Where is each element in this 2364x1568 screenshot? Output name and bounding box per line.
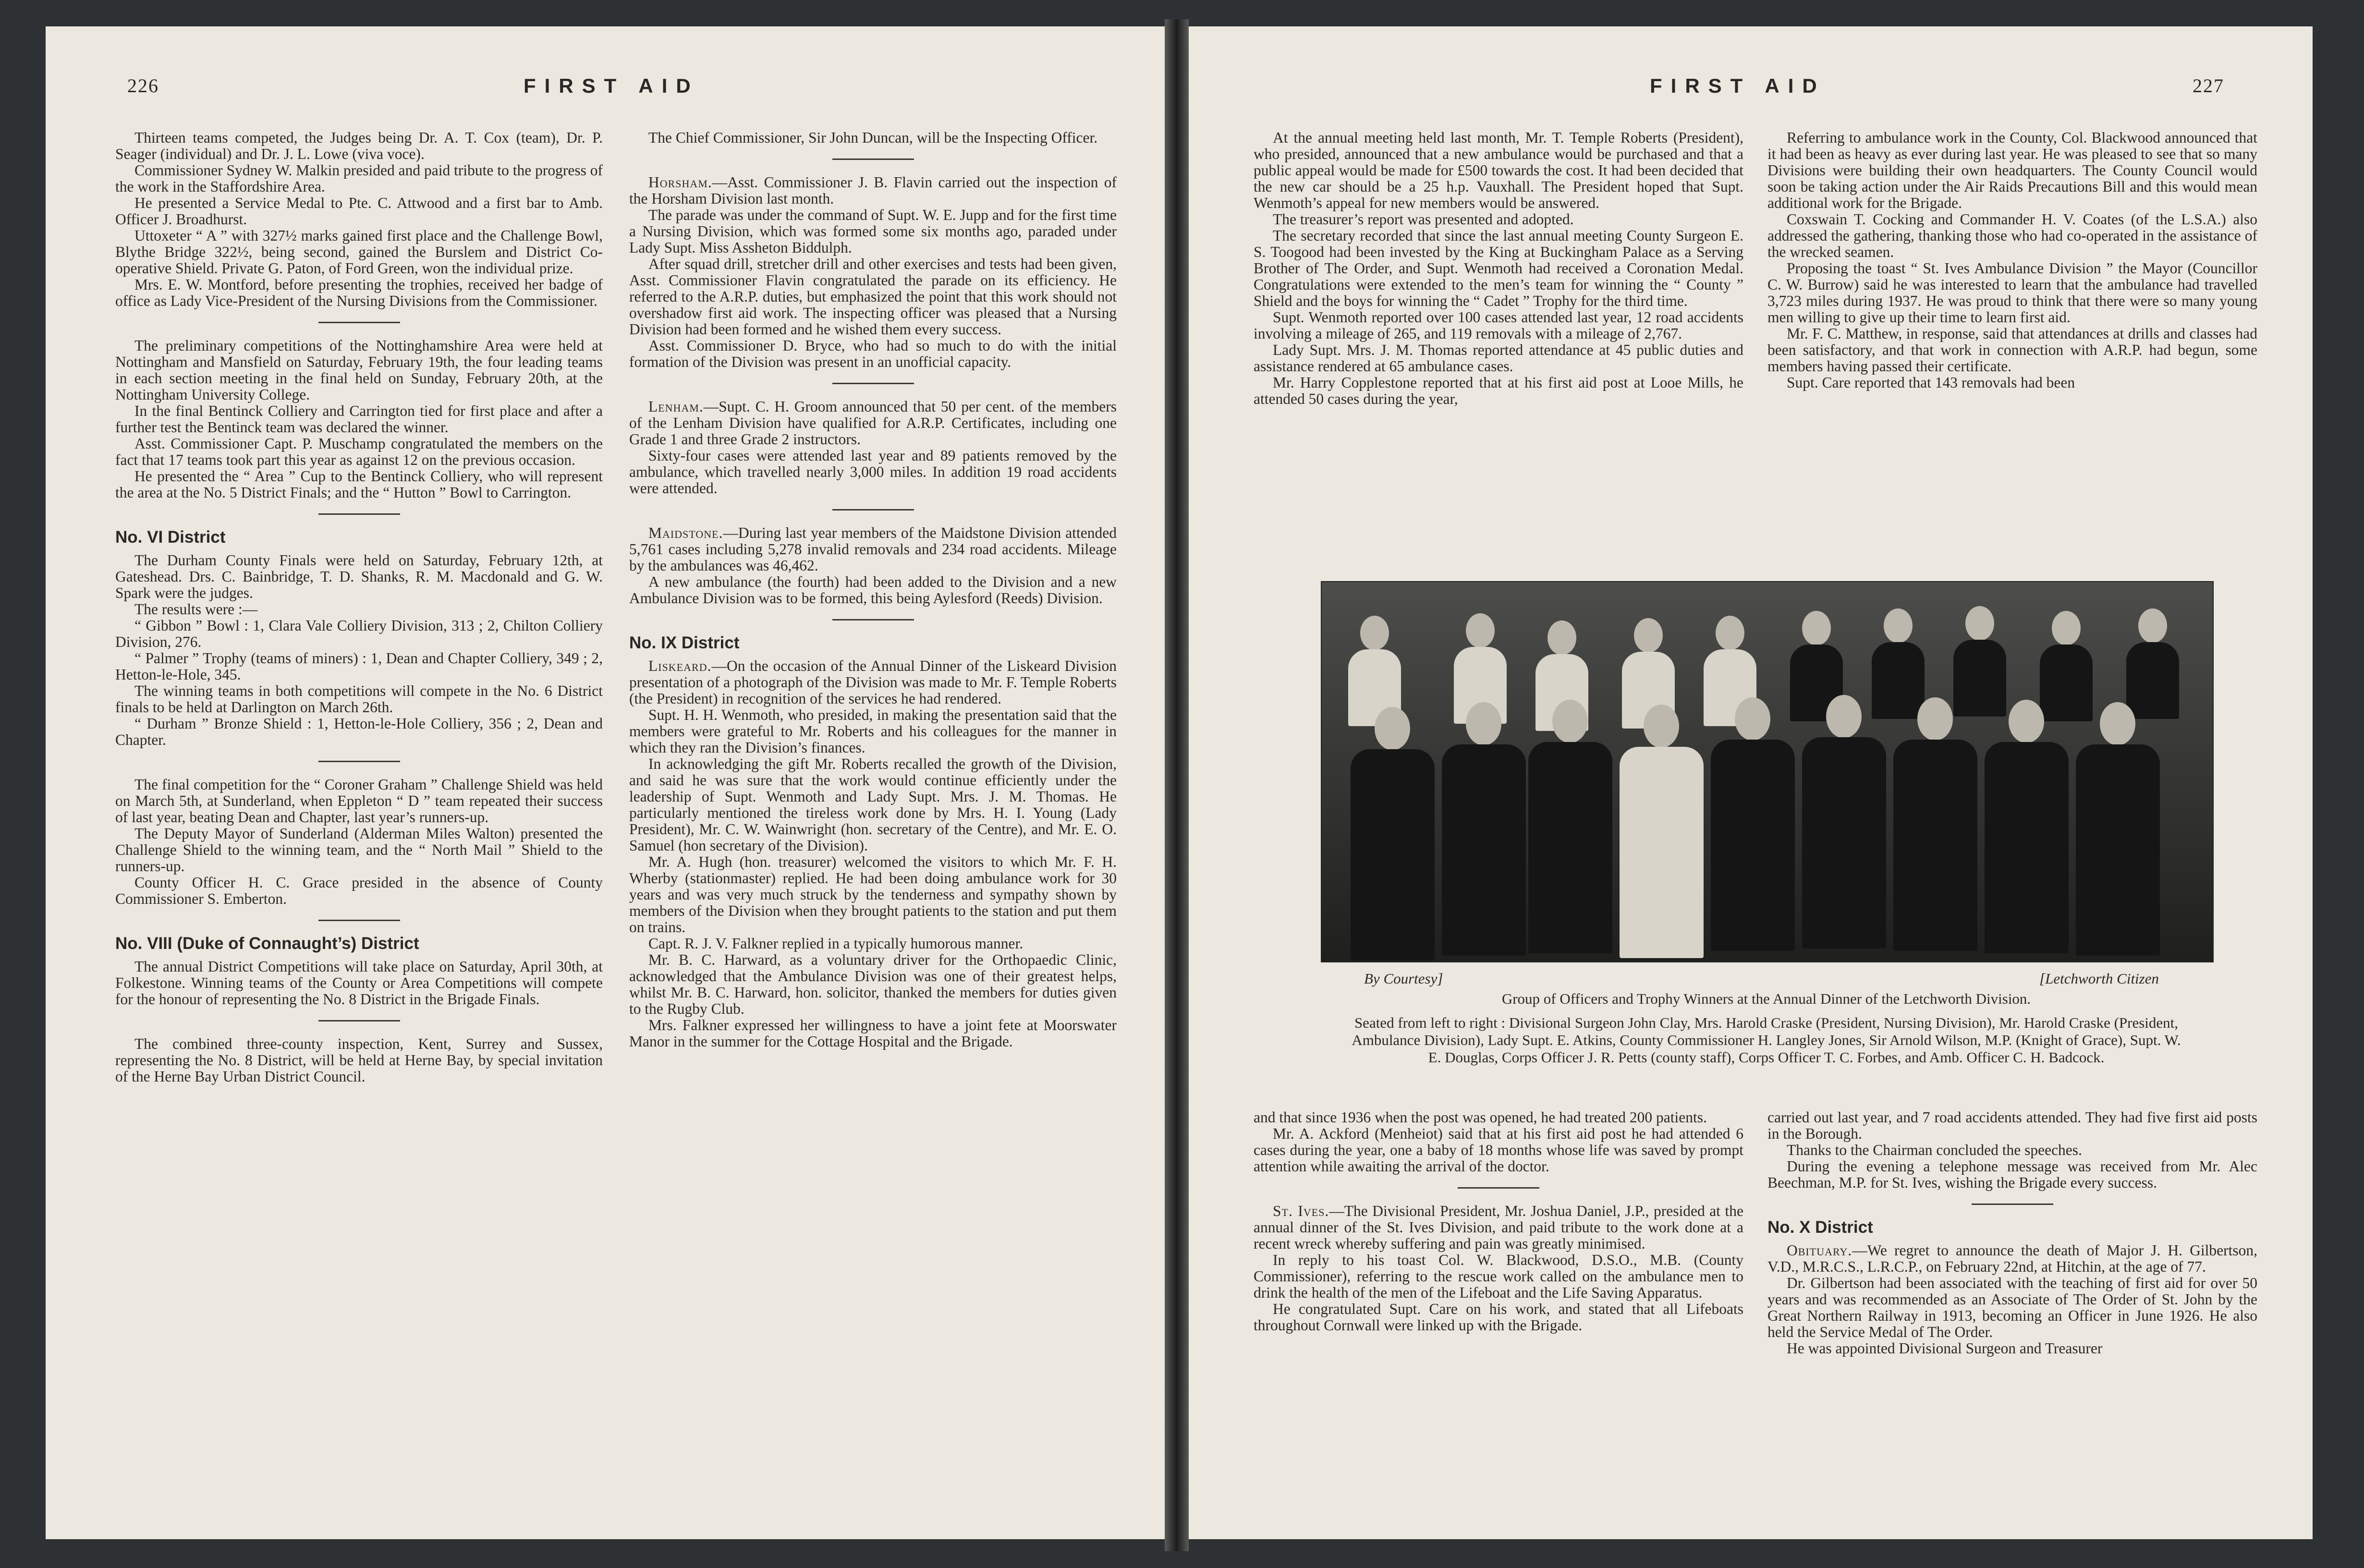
credit-right: [Letchworth Citizen: [2039, 970, 2159, 987]
paragraph: The Chief Commissioner, Sir John Duncan, will be the Inspecting Officer.: [648, 129, 1098, 146]
section-heading: No. IX District: [629, 633, 740, 652]
section-rule: [318, 1020, 400, 1021]
running-head: FIRST AID: [524, 74, 699, 97]
paragraph-text: —Supt. C. H. Groom announced that 50 per cent. of the members of the Lenham Division have qualified for A.R.P. Certificates, including one Grade 1 and three Grade 2 instructors.: [629, 398, 1117, 448]
paragraph: Supt. Care reported that 143 removals had been: [1787, 374, 2075, 391]
section-heading: No. VI District: [115, 528, 226, 547]
paragraph: carried out last year, and 7 road accidents attended. They had five first aid posts in the Borough.: [1767, 1109, 2257, 1142]
page-number: 226: [127, 75, 159, 97]
paragraph: “ Palmer ” Trophy (teams of miners) : 1, Dean and Chapter Colliery, 349 ; 2, Hetton-le-Hole, 345.: [115, 650, 603, 683]
paragraph: During the evening a telephone message was received from Mr. Alec Beechman, M.P. for St. Ives, wishing the Brigade every success.: [1767, 1158, 2257, 1191]
paragraph: Supt. Wenmoth reported over 100 cases attended last year, 12 road accidents involving a mileage of 265, and 119 removals with a mileage of 2,767.: [1254, 309, 1743, 342]
paragraph: [629, 525, 1117, 574]
paragraph: Mr. Harry Copplestone reported that at his first aid post at Looe Mills, he attended 50 cases during the year,: [1254, 374, 1743, 407]
paragraph: County Officer H. C. Grace presided in the absence of County Commissioner S. Emberton.: [115, 874, 603, 907]
place-lead: Lenham.: [648, 398, 704, 415]
section-rule: [832, 158, 914, 160]
paragraph: Thirteen teams competed, the Judges being Dr. A. T. Cox (team), Dr. P. Seager (individual) and Dr. J. L. Lowe (viva voce).: [115, 129, 603, 162]
section-rule: [1972, 1203, 2053, 1205]
paragraph: Supt. H. H. Wenmoth, who presided, in making the presentation said that the members were grateful to Mr. Roberts and his colleagues for the manner in which they ran the Division’s finances.: [629, 706, 1117, 756]
paragraph-text: —On the occasion of the Annual Dinner of the Liskeard Division presentation of a photograph of the Division was made to Mr. F. Temple Roberts (the President) in recognition of the services he had rendered.: [629, 657, 1117, 707]
paragraph: He presented the “ Area ” Cup to the Bentinck Colliery, who will represent the area at the No. 5 District Finals; and the “ Hutton ” Bowl to Carrington.: [115, 468, 603, 501]
section-heading: No. X District: [1767, 1218, 1873, 1237]
paragraph-text: —We regret to announce the death of Major J. H. Gilbertson, V.D., M.R.C.S., L.R.C.P., on February 22nd, at Hitchin, at the age of 77.: [1767, 1242, 2257, 1275]
paragraph: Referring to ambulance work in the County, Col. Blackwood announced that it had been as heavy as ever during last year. He was pleased to see that so many Divisions were building their own headquarters. The County Council would soon be taking action under the Air Raids Precautions Bill and this would mean additional work for the Brigade.: [1767, 129, 2257, 211]
right-column-1-top: [1254, 130, 1743, 407]
book-gutter: [1165, 19, 1189, 1551]
page-number: 227: [2193, 75, 2224, 97]
paragraph: Asst. Commissioner Capt. P. Muschamp congratulated the members on the fact that 17 teams took part this year as against 12 on the previous occasion.: [115, 435, 603, 468]
paragraph: At the annual meeting held last month, Mr. T. Temple Roberts (President), who presided, announced that a new ambulance would be purchased and that a public appeal would be made for £500 towards the cost. It had been decided that the new car should be a 25 h.p. Vauxhall. The President hoped that Supt. Wenmoth’s appeal for new members would be answered.: [1254, 129, 1743, 211]
right-column-2-bottom: [1767, 1109, 2257, 1357]
place-lead: Obituary.: [1787, 1242, 1852, 1259]
paragraph: After squad drill, stretcher drill and other exercises and tests had been given, Asst. Commissioner Flavin congratulated the parade on its efficiency. He referred to the A.R.P. duties, but emphasized the point that this work should not overshadow first aid work. The inspecting officer was pleased that a Nursing Division had been formed and he wished them every success.: [629, 255, 1117, 338]
paragraph-text: —Asst. Commissioner J. B. Flavin carried out the inspection of the Horsham Division last month.: [629, 174, 1117, 207]
paragraph: The preliminary competitions of the Nottinghamshire Area were held at Nottingham and Mansfield on Saturday, February 19th, the four leading teams in each section meeting in the final held on Sunday, February 20th, at the Nottingham University College.: [115, 337, 603, 403]
paragraph: and that since 1936 when the post was opened, he had treated 200 patients.: [1254, 1109, 1707, 1126]
paragraph-text: —The Divisional President, Mr. Joshua Daniel, J.P., presided at the annual dinner of the St. Ives Division, and paid tribute to the work done at a recent wreck whereby suffering and pain was greatly minimised.: [1254, 1203, 1743, 1252]
paragraph: Mr. B. C. Harward, as a voluntary driver for the Orthopaedic Clinic, acknowledged that the Ambulance Division was one of their greatest helps, whilst Mr. B. C. Harward, hon. solicitor, thanked the members for duties given to the Rugby Club.: [629, 951, 1117, 1017]
paragraph: The results were :—: [134, 601, 258, 618]
section-rule: [832, 509, 914, 511]
photo-caption: [1321, 970, 2212, 1066]
section-rule: [832, 383, 914, 384]
paragraph: The parade was under the command of Supt. W. E. Jupp and for the first time a Nursing Division, which was formed some six months ago, paraded under Lady Supt. Miss Assheton Biddulph.: [629, 207, 1117, 256]
paragraph: The Deputy Mayor of Sunderland (Alderman Miles Walton) presented the Challenge Shield to the winning team, and the “ North Mail ” Shield to the runners-up.: [115, 825, 603, 875]
paragraph: [629, 658, 1117, 707]
paragraph-text: —During last year members of the Maidstone Division attended 5,761 cases including 5,278 invalid removals and 234 road accidents. Mileage by the ambulances was 46,462.: [629, 524, 1117, 574]
section-rule: [318, 761, 400, 762]
paragraph: In reply to his toast Col. W. Blackwood, D.S.O., M.B. (County Commissioner), referring to the rescue work called on the ambulance men to drink the health of the men of the Lifeboat and the Life Saving Apparatus.: [1254, 1252, 1743, 1301]
photo-credit: [1321, 970, 2212, 987]
paragraph: The Durham County Finals were held on Saturday, February 12th, at Gateshead. Drs. C. Bainbridge, T. D. Shanks, R. M. Macdonald and G. W. Spark were the judges.: [115, 552, 603, 601]
paragraph: “ Gibbon ” Bowl : 1, Clara Vale Colliery Division, 313 ; 2, Chilton Colliery Division, 276.: [115, 617, 603, 650]
paragraph: Mr. F. C. Matthew, in response, said that attendances at drills and classes had been satisfactory, and that work in connection with A.R.P. had begun, some members having passed their certificate.: [1767, 325, 2257, 375]
section-rule: [832, 619, 914, 620]
paragraph: Uttoxeter “ A ” with 327½ marks gained first place and the Challenge Bowl, Blythe Bridge 322½, being second, gained the Burslem and District Co-operative Shield. Private G. Paton, of Ford Green, won the individual prize.: [115, 227, 603, 277]
left-page: [46, 26, 1165, 1539]
left-column-2: [629, 130, 1117, 1050]
paragraph: Mr. A. Hugh (hon. treasurer) welcomed the visitors to which Mr. F. H. Wherby (stationmaster) replied. He had been doing ambulance work for 30 years and was very much struck by the tenderness and sympathy shown by members of the Division when they brought patients to the station and put them on trains.: [629, 853, 1117, 936]
paragraph: Proposing the toast “ St. Ives Ambulance Division ” the Mayor (Councillor C. W. Burrow) said he was interested to learn that the ambulance had travelled 3,723 miles during 1937. He was proud to think that there were so many young men willing to give up their time to learn first aid.: [1767, 260, 2257, 326]
right-column-2-top: [1767, 130, 2257, 391]
paragraph: Thanks to the Chairman concluded the speeches.: [1787, 1142, 2082, 1158]
paragraph: Mrs. E. W. Montford, before presenting the trophies, received her badge of office as Lady Vice-President of the Nursing Divisions from the Commissioner.: [115, 276, 603, 309]
paragraph: The treasurer’s report was presented and adopted.: [1273, 211, 1574, 228]
caption-title: Group of Officers and Trophy Winners at the Annual Dinner of the Letchworth Division.: [1501, 990, 2031, 1007]
paragraph: Dr. Gilbertson had been associated with the teaching of first aid for over 50 years and was recommended as an Associate of The Order of St. John by the Great Northern Railway in 1913, becoming an Officer in June 1926. He also held the Service Medal of The Order.: [1767, 1275, 2257, 1340]
paragraph: Mrs. Falkner expressed her willingness to have a joint fete at Moorswater Manor in the summer for the Cottage Hospital and the Brigade.: [629, 1017, 1117, 1050]
section-rule: [1458, 1187, 1539, 1189]
paragraph: He was appointed Divisional Surgeon and Treasurer: [1787, 1340, 2103, 1357]
paragraph: [629, 174, 1117, 207]
paragraph: Sixty-four cases were attended last year and 89 patients removed by the ambulance, which travelled nearly 3,000 miles. In addition 19 road accidents were attended.: [629, 447, 1117, 497]
paragraph: [1767, 1242, 2257, 1275]
paragraph: Capt. R. J. V. Falkner replied in a typically humorous manner.: [648, 935, 1024, 952]
place-lead: St. Ives.: [1273, 1203, 1329, 1219]
section-rule: [318, 322, 400, 323]
paragraph: The annual District Competitions will take place on Saturday, April 30th, at Folkestone. Winning teams of the County or Area Competitions will compete for the honour of representing the No. 8 District in the Brigade Finals.: [115, 958, 603, 1008]
paragraph: “ Durham ” Bronze Shield : 1, Hetton-le-Hole Colliery, 356 ; 2, Dean and Chapter.: [115, 715, 603, 748]
left-column-1: [115, 130, 603, 1085]
right-page: [1189, 26, 2313, 1539]
place-lead: Maidstone.: [648, 524, 723, 541]
paragraph: [1254, 1203, 1743, 1252]
paragraph: Mr. A. Ackford (Menheiot) said that at his first aid post he had attended 6 cases during the year, one a baby of 18 months whose life was saved by prompt attention while awaiting the arrival of the doctor.: [1254, 1125, 1743, 1175]
section-heading: No. VIII (Duke of Connaught’s) District: [115, 934, 419, 953]
paragraph: Commissioner Sydney W. Malkin presided and paid tribute to the progress of the work in the Staffordshire Area.: [115, 162, 603, 195]
paragraph: He congratulated Supt. Care on his work, and stated that all Lifeboats throughout Cornwall were linked up with the Brigade.: [1254, 1301, 1743, 1334]
place-lead: Horsham.: [648, 174, 712, 191]
paragraph: [629, 399, 1117, 448]
section-rule: [318, 513, 400, 515]
place-lead: Liskeard.: [648, 657, 712, 674]
group-photograph: [1321, 581, 2214, 962]
paragraph: In acknowledging the gift Mr. Roberts recalled the growth of the Division, and said he was sure that the work would continue efficiently under the leadership of Supt. Wenmoth and Lady Supt. Mrs. J. M. Thomas. He particularly mentioned the tireless work done by Mrs. H. I. Young (Lady President), Mr. C. W. Wainwright (hon. secretary of the Centre), and Mr. E. O. Samuel (hon secretary of the Division).: [629, 755, 1117, 854]
paragraph: Coxswain T. Cocking and Commander H. V. Coates (of the L.S.A.) also addressed the gathering, thanking those who had co-operated in the assistance of the wrecked seamen.: [1767, 211, 2257, 260]
credit-left: By Courtesy]: [1364, 970, 1443, 987]
paragraph: He presented a Service Medal to Pte. C. Attwood and a first bar to Amb. Officer J. Broadhurst.: [115, 194, 603, 228]
paragraph: Lady Supt. Mrs. J. M. Thomas reported attendance at 45 public duties and assistance rendered at 65 ambulance cases.: [1254, 341, 1743, 375]
paragraph: The secretary recorded that since the last annual meeting County Surgeon E. S. Toogood had been invested by the King at Buckingham Palace as a Serving Brother of The Order, and Supt. Wenmoth had received a Coronation Medal. Congratulations were extended to the men’s team for winning the “ County ” Shield and the boys for winning the “ Cadet ” Trophy for the third time.: [1254, 227, 1743, 309]
paragraph: Asst. Commissioner D. Bryce, who had so much to do with the initial formation of the Division was present in an unofficial capacity.: [629, 337, 1117, 370]
paragraph: The winning teams in both competitions will compete in the No. 6 District finals to be held at Darlington on March 26th.: [115, 682, 603, 716]
paragraph: The final competition for the “ Coroner Graham ” Challenge Shield was held on March 5th, at Sunderland, when Eppleton “ D ” team repeated their success of last year, beating Dean and Chapter, last year’s runners-up.: [115, 776, 603, 826]
right-column-1-bottom: [1254, 1109, 1743, 1334]
paragraph: The combined three-county inspection, Kent, Surrey and Sussex, representing the No. 8 District, will be held at Herne Bay, by special invitation of the Herne Bay Urban District Council.: [115, 1035, 603, 1085]
section-rule: [318, 920, 400, 921]
paragraph: In the final Bentinck Colliery and Carrington tied for first place and after a further test the Bentinck team was declared the winner.: [115, 402, 603, 436]
caption-body: Seated from left to right : Divisional Surgeon John Clay, Mrs. Harold Craske (President, Nursing Division), Mr. Harold Craske (President, Ambulance Division), Lady Supt. E. Atkins, County Commissioner H. Langley Jones, Sir Arnold Wilson, M.P. (Knight of Grace), Supt. W. E. Douglas, Corps Officer J. R. Petts (county staff), Corps Officer T. C. Forbes, and Amb. Officer C. H. Badcock.: [1352, 1014, 2181, 1066]
paragraph: A new ambulance (the fourth) had been added to the Division and a new Ambulance Division was to be formed, this being Aylesford (Reeds) Division.: [629, 573, 1117, 607]
running-head: FIRST AID: [1650, 74, 1826, 97]
